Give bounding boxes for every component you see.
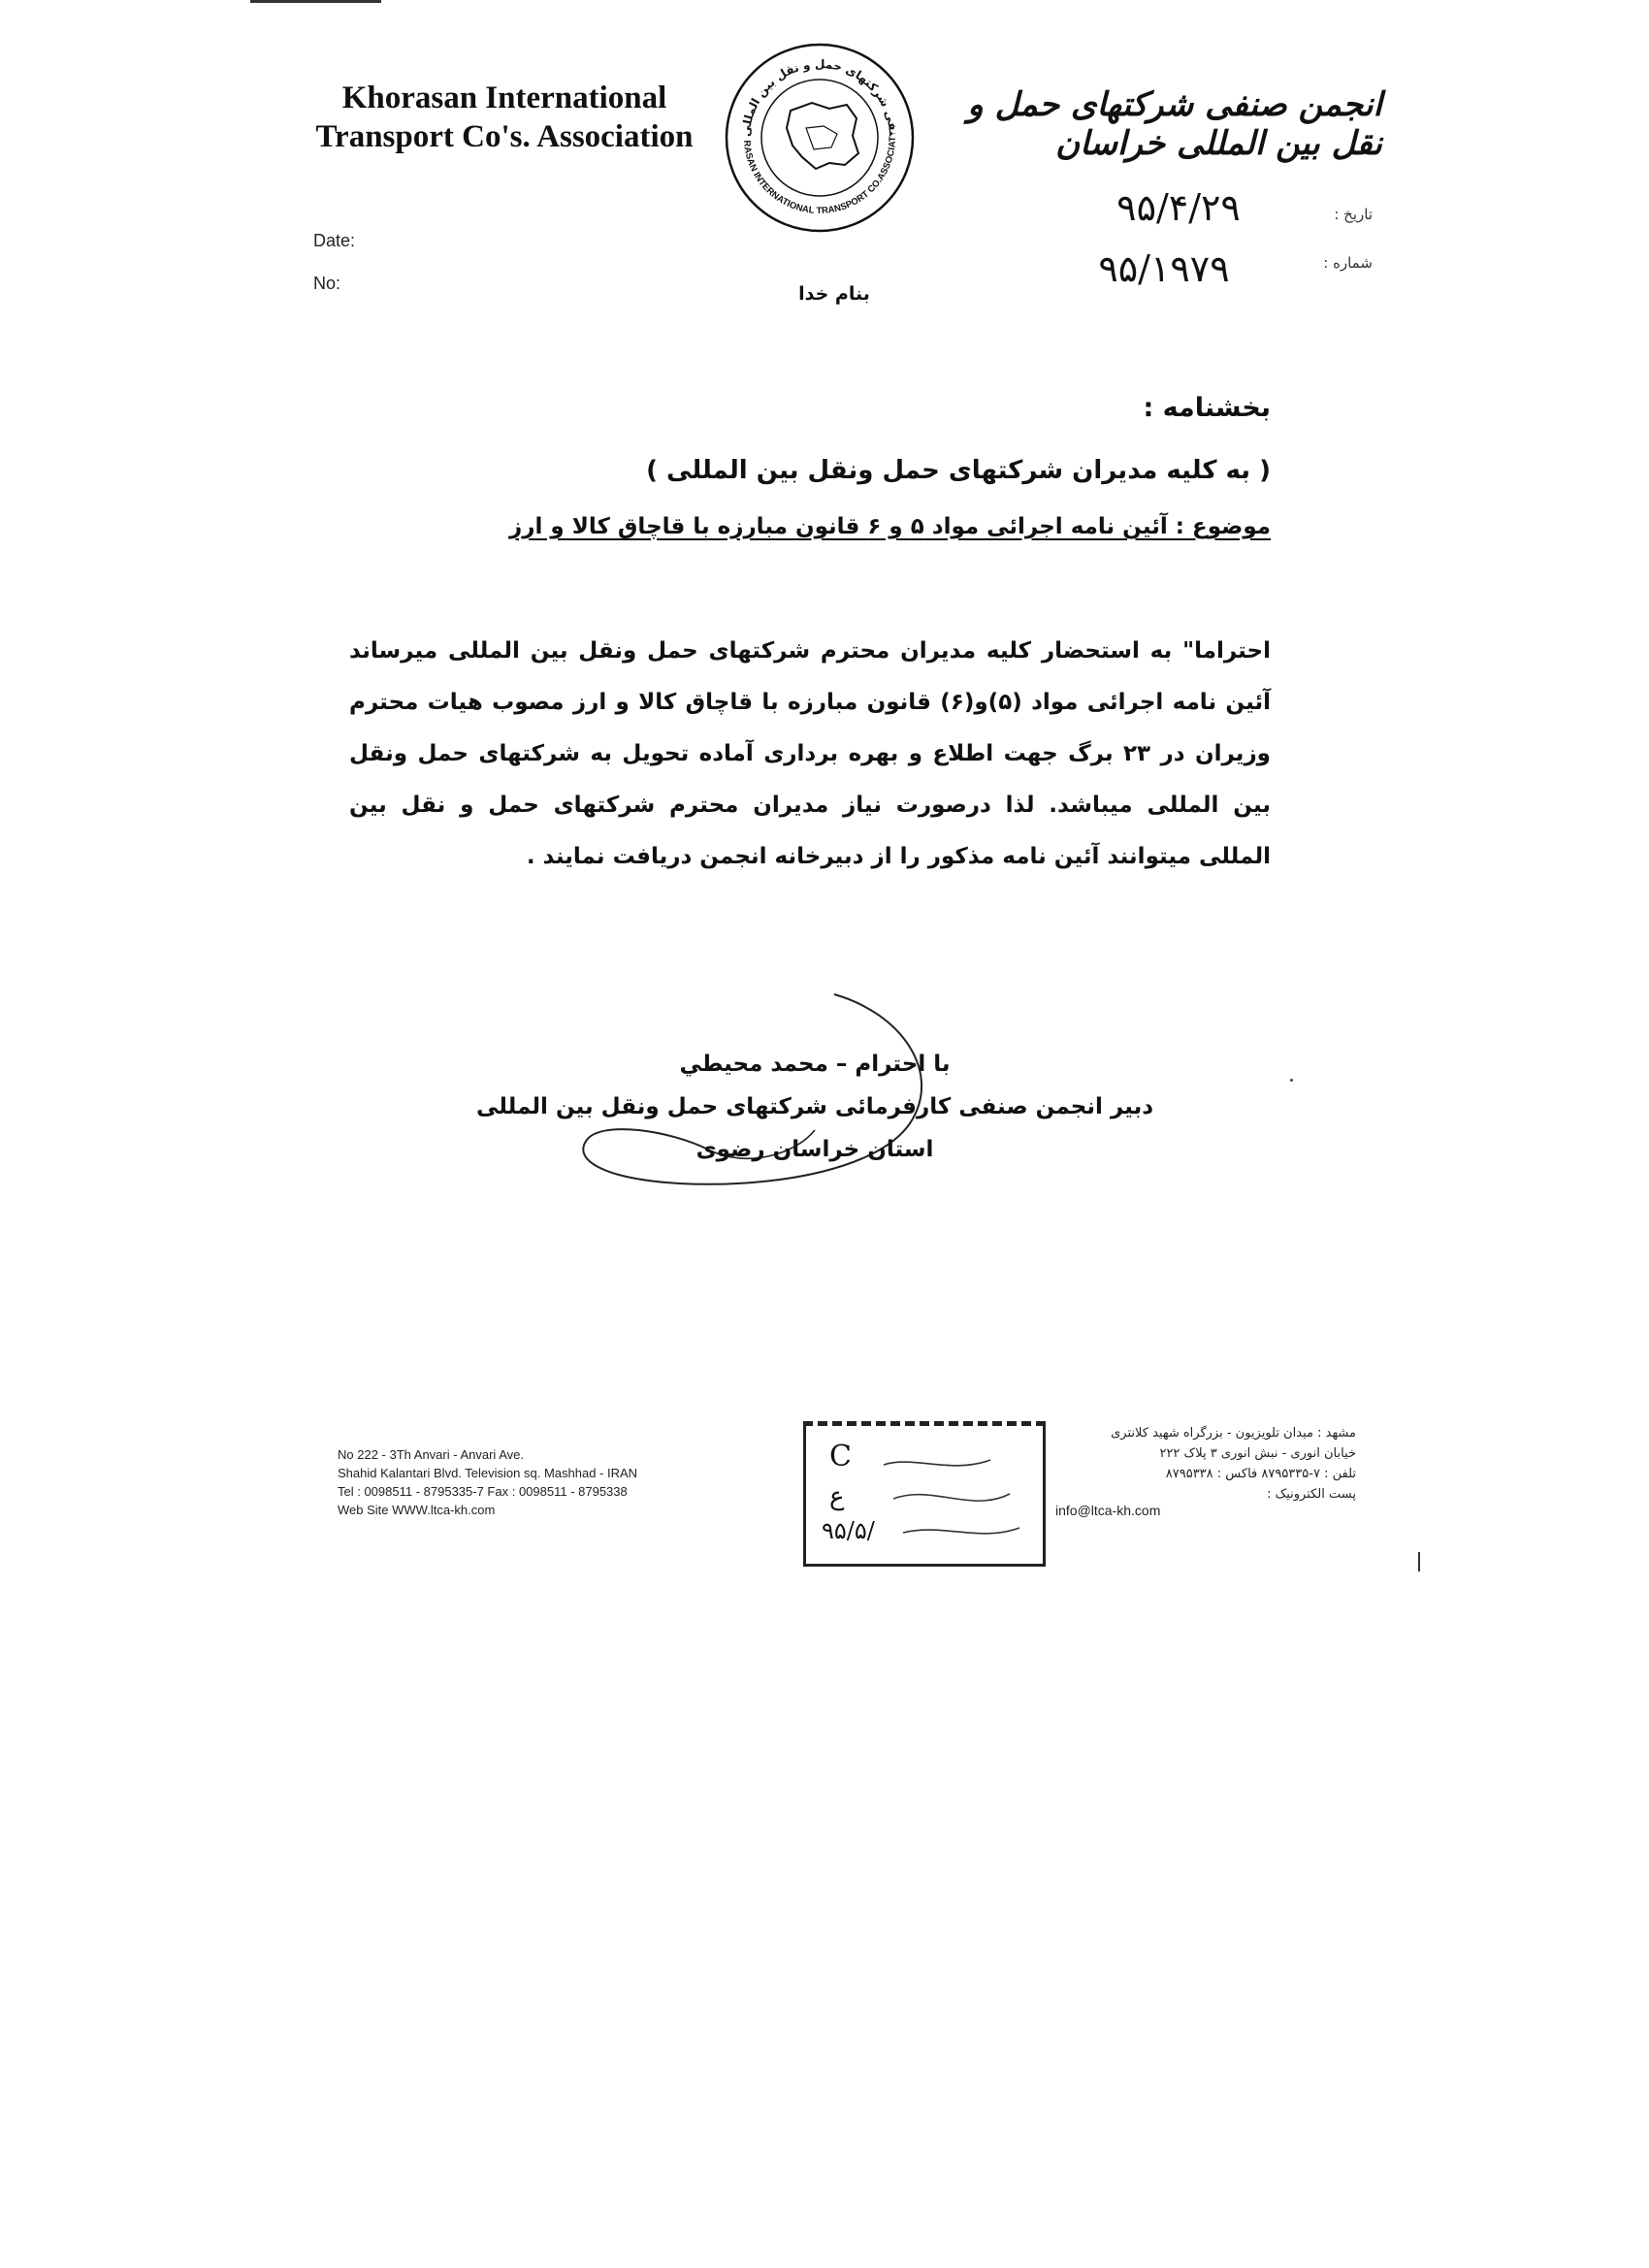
footer-address-en-line: No 222 - 3Th Anvari - Anvari Ave. [338,1447,524,1462]
letter-subject: موضوع : آئین نامه اجرائی مواد ۵ و ۶ قانون مبارزه با قاچاق کالا و ارز [509,514,1271,539]
scan-mark [1418,1552,1420,1571]
stamp-line2: ع [829,1482,845,1511]
footer-address-en [338,1445,726,1519]
footer-address-en-line: Shahid Kalantari Blvd. Television sq. Mashhad - IRAN [338,1466,638,1480]
svg-text:انجمن صنفی شرکتهای حمل و نقل ب [723,41,900,138]
stamp-line3: ۹۵/۵/ [822,1517,875,1544]
bismillah: بنام خدا [798,283,870,305]
footer-email: info@ltca-kh.com [1055,1503,1161,1518]
letter-title: بخشنامه : [1143,393,1271,423]
signature-block [388,1043,1242,1171]
footer-email-label: پست الکترونیک : [1267,1487,1356,1502]
number-value: ۹۵/۱۹۷۹ [1098,247,1230,290]
letter-recipients: ( به کلیه مدیران شرکتهای حمل ونقل بین المللی ) [646,456,1271,485]
org-name-en [291,80,718,156]
footer-address-fa-line2: خیابان انوری - نبش انوری ۳ پلاک ۲۲۲ [1159,1446,1356,1461]
signature-line1: با احترام – محمد محیطي [679,1052,951,1077]
number-label-fa: شماره : [1323,254,1373,272]
footer-address-fa-line3: تلفن : ۷-۸۷۹۵۳۳۵ فاکس : ۸۷۹۵۳۳۸ [1165,1467,1356,1481]
scan-mark [250,0,381,3]
footer-website: Web Site WWW.ltca-kh.com [338,1503,496,1517]
date-value: ۹۵/۴/۲۹ [1116,186,1241,229]
footer-address-fa-line1: مشهد : میدان تلویزیون - بزرگراه شهید کلانتری [1111,1426,1356,1441]
org-name-en-line2: Transport Co's. Association [315,118,694,154]
scan-mark [1290,1079,1293,1082]
association-logo [723,41,917,235]
stamp-line1: C [829,1440,854,1474]
date-label-fa: تاریخ : [1334,206,1373,223]
signature-line3: استان خراسان رضوی [695,1137,934,1162]
date-label-en: Date: [313,231,356,250]
logo-ring-text-en: RASAN INTERNATIONAL TRANSPORT CO.ASSOCIAT [740,136,899,217]
footer-address-fa [1055,1423,1356,1506]
signature-line2: دبیر انجمن صنفی کارفرمائی شرکتهای حمل ونقل بین المللی [475,1094,1154,1119]
footer-address-en-line: Tel : 0098511 - 8795335-7 Fax : 0098511 - 8795338 [338,1484,628,1499]
registration-stamp [803,1421,1046,1567]
org-name-fa: انجمن صنفی شرکتهای حمل و نقل بین المللی خراسان [967,85,1382,163]
letter-body: احتراما" به استحضار کلیه مدیران محترم شرکتهای حمل ونقل بین المللی میرساند آئین نامه اجرائی مواد (۵)و(۶) قانون مبارزه با قاچاق کالا و ارز مصوب هیات محترم وزیران در ۲۳ برگ جهت اطلاع و بهره برداری آماده تحویل به شرکتهای حمل ونقل بین المللی میباشد. لذا درصورت نیاز مدیران محترم شرکتهای حمل و نقل بین المللی میتوانند آئین نامه مذکور را از دبیرخانه انجمن دریافت نمایند . [349,638,1271,869]
no-label-en: No: [313,274,341,293]
iran-map-icon [787,103,858,169]
logo-ring-text-fa: نفی شرکتهای حمل و نقل بین المللی [738,56,901,138]
org-name-en-line1: Khorasan International [341,81,667,115]
